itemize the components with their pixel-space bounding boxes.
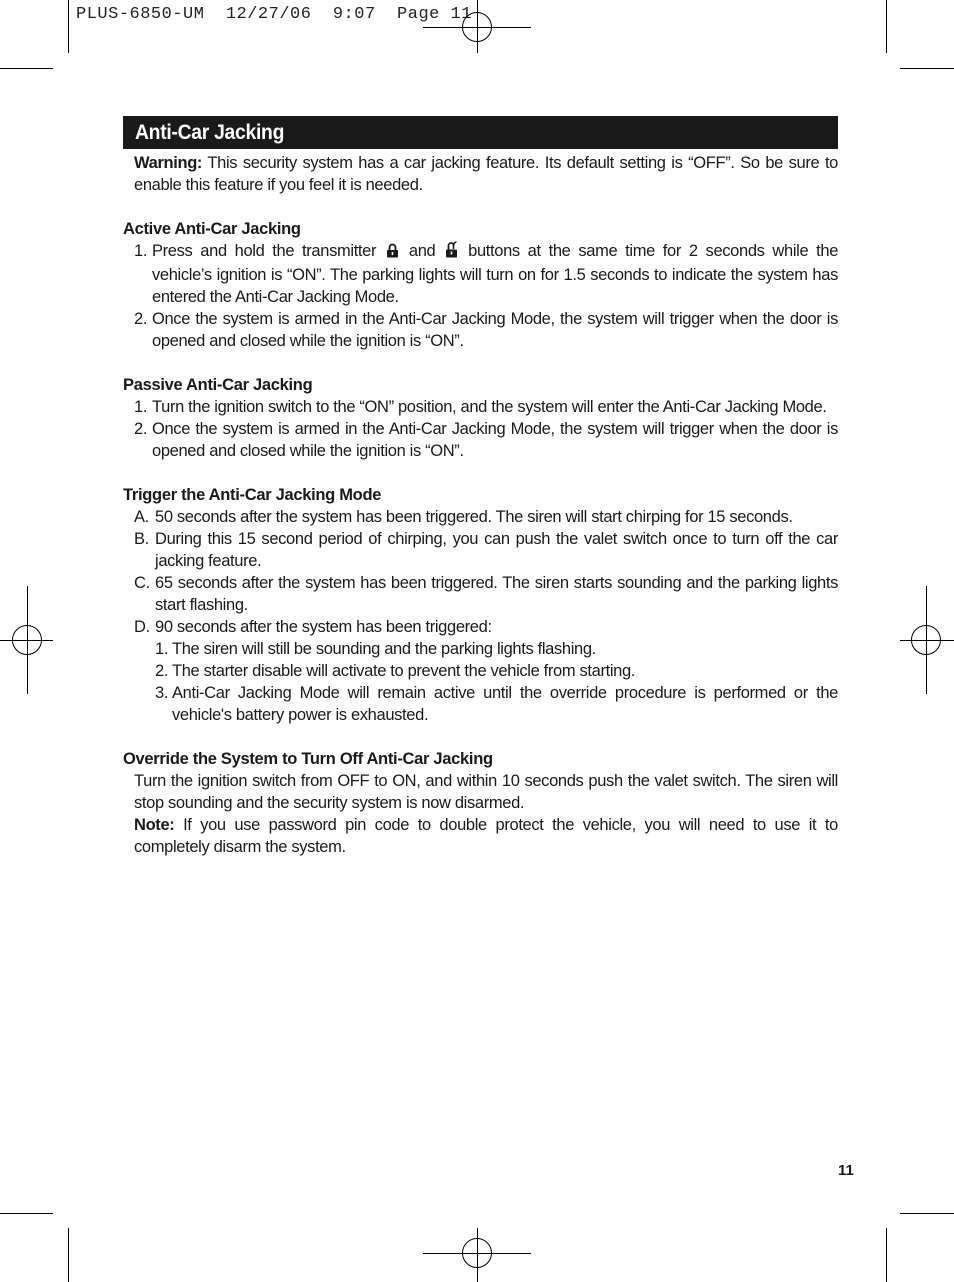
trigger-section-title: Trigger the Anti-Car Jacking Mode (123, 486, 382, 504)
registration-circle (462, 12, 492, 42)
sub-list-item: 3. Anti-Car Jacking Mode will remain active until the override procedure is performed or the vehicle's battery power is exhausted. (155, 684, 838, 724)
list-item: 2. Once the system is armed in the Anti-Car Jacking Mode, the system will trigger when the door is opened and closed while the ignition is “ON”. (134, 310, 838, 350)
lock-icon (386, 242, 399, 264)
list-item: C. 65 seconds after the system has been triggered. The siren starts sounding and the parking lights start flashing. (134, 574, 838, 614)
page-number: 11 (838, 1162, 854, 1179)
list-item: 2. Once the system is armed in the Anti-Car Jacking Mode, the system will trigger when the door is opened and closed while the ignition is “ON”. (134, 420, 838, 460)
section-header (123, 116, 838, 149)
list-item: D. 90 seconds after the system has been triggered: (134, 618, 492, 636)
registration-circle (12, 625, 42, 655)
crop-mark (0, 68, 53, 69)
list-item: A. 50 seconds after the system has been triggered. The siren will start chirping for 15 seconds. (134, 508, 793, 526)
note-paragraph (123, 814, 838, 858)
crop-mark (886, 0, 887, 53)
unlock-icon (445, 241, 458, 264)
active-section-title: Active Anti-Car Jacking (123, 220, 301, 238)
registration-circle (911, 625, 941, 655)
registration-circle (462, 1238, 492, 1268)
list-item: 1. Turn the ignition switch to the “ON” position, and the system will enter the Anti-Car Jacking Mode. (134, 398, 827, 416)
warning-text: This security system has a car jacking feature. Its default setting is “OFF”. So be sure to enable this feature if you feel it is needed. (134, 154, 838, 194)
list-item: B. During this 15 second period of chirping, you can push the valet switch once to turn off the car jacking feature. (134, 530, 838, 570)
crop-mark (0, 1213, 53, 1214)
list-item: 1. Press and hold the transmitter and buttons at the same time for 2 seconds while the vehicle’s ignition is “ON”. The parking lights will turn on for 1.5 seconds to indicate the system has entered the Anti-Car Jacking Mode. (134, 242, 839, 306)
note-label: Note: (134, 816, 175, 834)
override-paragraph: Turn the ignition switch from OFF to ON, and within 10 seconds push the valet switch. The siren will stop sounding and the security system is now disarmed. (134, 772, 838, 812)
crop-mark (68, 1228, 69, 1282)
page-title: Anti-Car Jacking (135, 120, 285, 144)
passive-section-title: Passive Anti-Car Jacking (123, 376, 313, 394)
note-text: If you use password pin code to double protect the vehicle, you will need to use it to completely disarm the system. (134, 816, 838, 856)
crop-mark (68, 0, 69, 53)
printer-slug: PLUS-6850-UM 12/27/06 9:07 Page 11 (76, 5, 472, 24)
sub-list-item: 1. The siren will still be sounding and the parking lights flashing. (155, 640, 596, 658)
warning-label: Warning: (134, 154, 203, 172)
sub-list-item: 2. The starter disable will activate to prevent the vehicle from starting. (155, 662, 636, 680)
warning-paragraph (123, 152, 838, 196)
crop-mark (900, 1213, 954, 1214)
crop-mark (900, 68, 954, 69)
document-body (123, 152, 838, 858)
crop-mark (886, 1228, 887, 1282)
override-section-title: Override the System to Turn Off Anti-Car Jacking (123, 750, 493, 768)
